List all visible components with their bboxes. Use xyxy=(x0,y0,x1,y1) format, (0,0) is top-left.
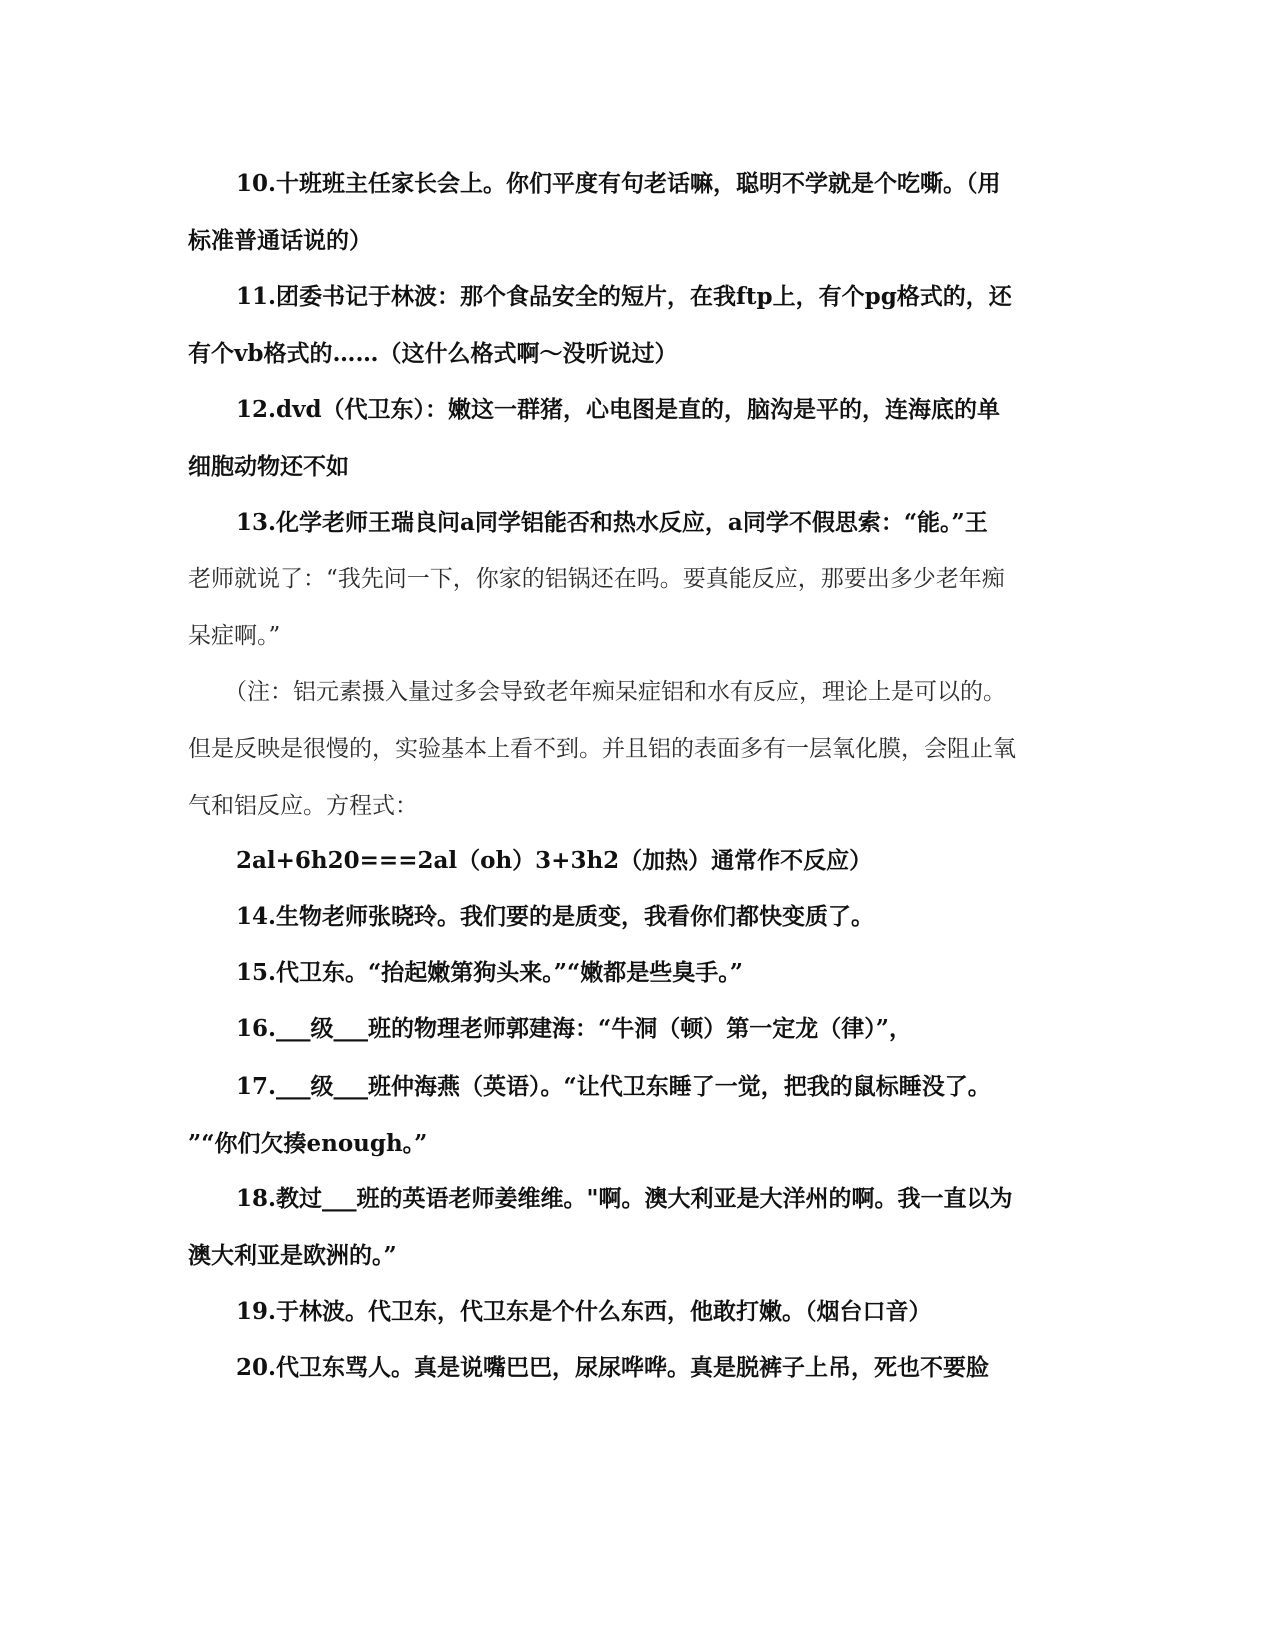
paragraph-19 xyxy=(188,1283,1088,1340)
paragraph-line: 2al+6h20===2al（oh）3+3h2（加热）通常作不反应） xyxy=(236,847,873,874)
paragraph-line: 但是反映是很慢的，实验基本上看不到。并且铝的表面多有一层氧化膜，会阻止氧 xyxy=(188,736,1016,762)
paragraph-line: 呆症啊。” xyxy=(188,623,281,649)
paragraph-line: 气和铝反应。方程式： xyxy=(188,793,418,819)
paragraph-line: 11.团委书记于林波：那个食品安全的短片，在我ftp上，有个pg格式的，还 xyxy=(236,283,1012,310)
paragraph-10 xyxy=(188,155,1088,269)
paragraph-line: 16.___级___班的物理老师郭建海：“牛洞（顿）第一定龙（律）”， xyxy=(236,1015,912,1042)
paragraph-line: 20.代卫东骂人。真是说嘴巴巴，尿尿哗哗。真是脱裤子上吊，死也不要脸 xyxy=(236,1354,990,1381)
paragraph-12 xyxy=(188,381,1088,495)
paragraph-11 xyxy=(188,268,1088,382)
paragraph-20 xyxy=(188,1339,1088,1396)
paragraph-line: 18.教过___班的英语老师姜维维。"啊。澳大利亚是大洋州的啊。我一直以为 xyxy=(236,1185,1013,1212)
paragraph-line: 17.___级___班仲海燕（英语）。“让代卫东睡了一觉，把我的鼠标睡没了。 xyxy=(236,1073,991,1100)
paragraph-line: 12.dvd（代卫东）：嫩这一群猪，心电图是直的，脑沟是平的，连海底的单 xyxy=(236,396,1001,423)
paragraph-16 xyxy=(188,1000,1088,1057)
paragraph-13 xyxy=(188,494,1088,665)
paragraph-line: 细胞动物还不如 xyxy=(188,453,349,480)
paragraph-line: 13.化学老师王瑞良问a同学铝能否和热水反应，a同学不假思索：“能。”王 xyxy=(236,509,988,536)
paragraph-equation xyxy=(188,832,1088,889)
paragraph-line: 15.代卫东。“抬起嫩第狗头来。”“嫩都是些臭手。” xyxy=(236,959,743,986)
paragraph-15 xyxy=(188,944,1088,1001)
paragraph-line: 标准普通话说的） xyxy=(188,227,372,254)
paragraph-line: 有个vb格式的……（这什么格式啊～没听说过） xyxy=(188,340,678,367)
paragraph-18 xyxy=(188,1170,1088,1284)
paragraph-17 xyxy=(188,1058,1088,1172)
paragraph-line: 19.于林波。代卫东，代卫东是个什么东西，他敢打嫩。（烟台口音） xyxy=(236,1298,932,1325)
paragraph-line: （注：铝元素摄入量过多会导致老年痴呆症铝和水有反应，理论上是可以的。 xyxy=(224,679,1006,705)
paragraph-line: 老师就说了：“我先问一下，你家的铝锅还在吗。要真能反应，那要出多少老年痴 xyxy=(188,566,1005,592)
paragraph-line: ”“你们欠揍enough。” xyxy=(188,1130,428,1157)
paragraph-line: 澳大利亚是欧洲的。” xyxy=(188,1242,397,1269)
paragraph-line: 10.十班班主任家长会上。你们平度有句老话嘛，聪明不学就是个吃嘶。（用 xyxy=(236,170,1001,197)
paragraph-14 xyxy=(188,888,1088,945)
paragraph-line: 14.生物老师张晓玲。我们要的是质变，我看你们都快变质了。 xyxy=(236,903,875,930)
paragraph-note xyxy=(188,664,1088,835)
